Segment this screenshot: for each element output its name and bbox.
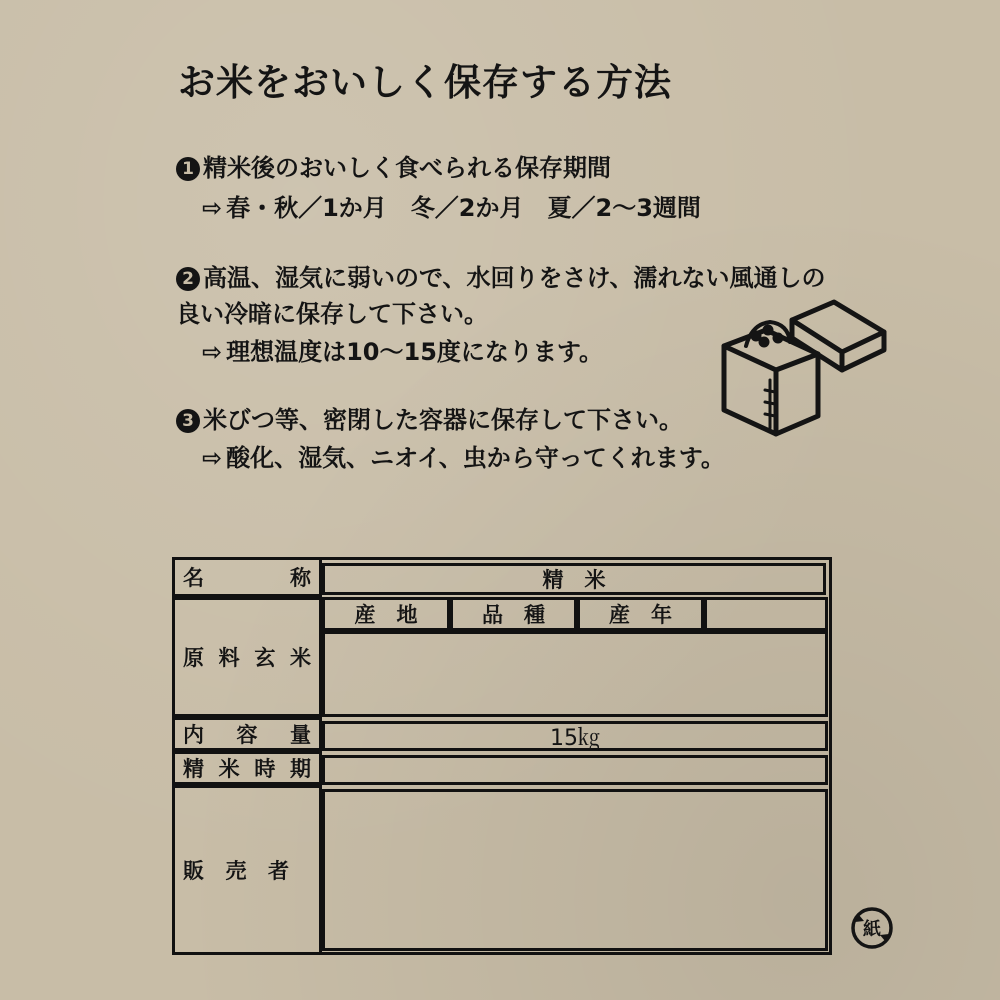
page-title: お米をおいしく保存する方法 (178, 61, 672, 104)
milling-date-value (322, 755, 828, 785)
year-header: 産 年 (577, 597, 704, 631)
point-1-detail-text: 春・秋／1か月 冬／2か月 夏／2〜3週間 (226, 194, 701, 222)
raw-rice-extra-cell (704, 597, 828, 631)
point-2-line-2: 良い冷暗に保存して下さい。 (176, 300, 488, 328)
point-3-line-1: 米びつ等、密閉した容器に保存して下さい。 (203, 406, 683, 434)
arrow-icon: ⇨ (202, 338, 223, 366)
name-label: 名 称 (172, 557, 322, 597)
point-1-heading (176, 148, 611, 183)
point-2-number: 2 (176, 267, 200, 291)
milling-date-label: 精 米 時 期 (172, 751, 322, 785)
point-2-detail (202, 332, 603, 367)
product-label-table (172, 557, 832, 955)
content-value: 15㎏ (322, 721, 828, 751)
paper-recycle-mark-icon (849, 905, 895, 951)
point-2-heading (176, 258, 826, 293)
name-value: 精 米 (322, 563, 826, 595)
rice-storage-box-icon (718, 298, 890, 440)
point-3-heading (176, 400, 683, 435)
point-1-number: 1 (176, 157, 200, 181)
point-2-line-1: 高温、湿気に弱いので、水回りをさけ、濡れない風通しの (203, 264, 826, 292)
arrow-icon: ⇨ (202, 194, 223, 222)
seller-value (322, 789, 828, 951)
point-1-line-1: 精米後のおいしく食べられる保存期間 (203, 154, 611, 182)
raw-rice-label: 原 料 玄 米 (172, 597, 322, 717)
arrow-icon: ⇨ (202, 444, 223, 472)
content-label: 内 容 量 (172, 717, 322, 751)
raw-rice-value (322, 631, 828, 717)
point-3-detail (202, 438, 725, 473)
seller-label: 販 売 者 (172, 785, 322, 955)
recycle-text: 紙 (863, 919, 881, 940)
point-3-number: 3 (176, 409, 200, 433)
origin-header: 産 地 (322, 597, 450, 631)
point-3-detail-text: 酸化、湿気、ニオイ、虫から守ってくれます。 (226, 444, 725, 472)
point-2-detail-text: 理想温度は10〜15度になります。 (226, 338, 603, 366)
variety-header: 品 種 (450, 597, 577, 631)
point-1-detail (202, 188, 701, 223)
